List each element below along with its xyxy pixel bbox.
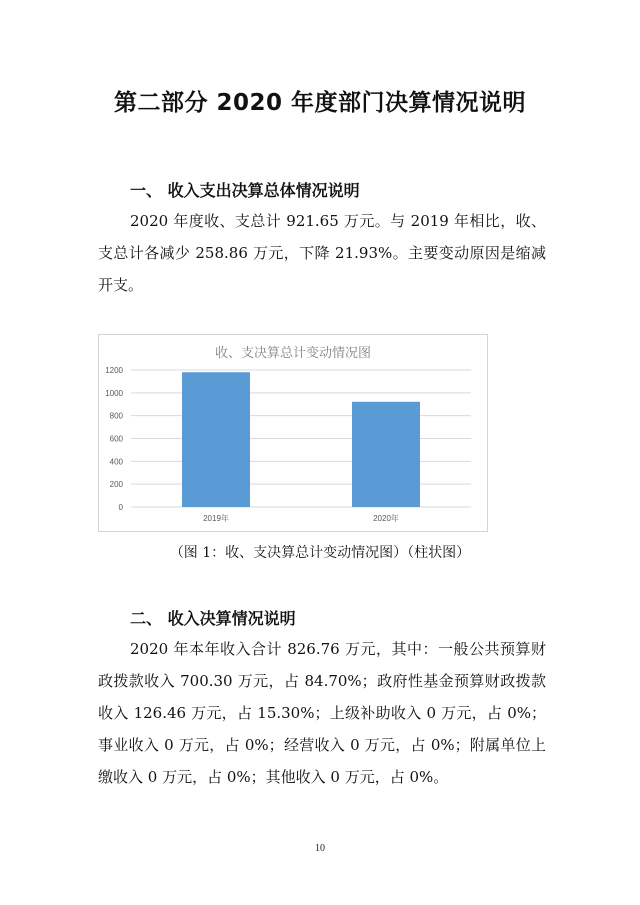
bar-1 (182, 372, 250, 507)
page-title: 第二部分 2020 年度部门决算情况说明 (113, 90, 527, 116)
y-tick-label: 1200 (105, 366, 123, 375)
y-tick-label: 0 (118, 503, 123, 512)
page-number: 10 (315, 843, 325, 854)
figure-caption: （图 1：收、支决算总计变动情况图）（柱状图） (169, 545, 471, 561)
section1-heading: 一、 收入支出决算总体情况说明 (130, 181, 360, 200)
section2-paragraph: 2020 年本年收入合计 826.76 万元，其中：一般公共预算财政拨款收入 700.30 万元，占 84.70%；政府性基金预算财政拨款收入 126.46 万元，占 15.30%；上级补助收入 0 万元，占 0%；事业收入 0 万元，占 0%；经营收入 0 万元，占 0%；附属单位上缴收入 0 万元，占 0%；其他收入 0 万元，占 0%。 (98, 640, 546, 786)
y-tick-label: 600 (109, 434, 123, 444)
x-tick-label: 2019年 (203, 514, 229, 523)
chart-y-ticks (105, 366, 123, 512)
y-tick-label: 1000 (105, 388, 123, 398)
chart-x-ticks (203, 513, 399, 523)
y-tick-label: 400 (109, 457, 123, 467)
y-tick-label: 200 (109, 480, 123, 490)
bar-2 (352, 402, 420, 507)
y-tick-label: 800 (109, 411, 123, 421)
chart-title: 收、支决算总计变动情况图 (214, 346, 372, 361)
bar-chart (98, 334, 488, 532)
x-tick-label: 2020年 (373, 514, 399, 523)
section2-heading: 二、 收入决算情况说明 (130, 609, 296, 628)
bar-chart-svg (99, 335, 487, 531)
section1-paragraph: 2020 年度收、支总计 921.65 万元。与 2019 年相比，收、支总计各减少 258.86 万元，下降 21.93%。主要变动原因是缩减开支。 (98, 212, 546, 294)
